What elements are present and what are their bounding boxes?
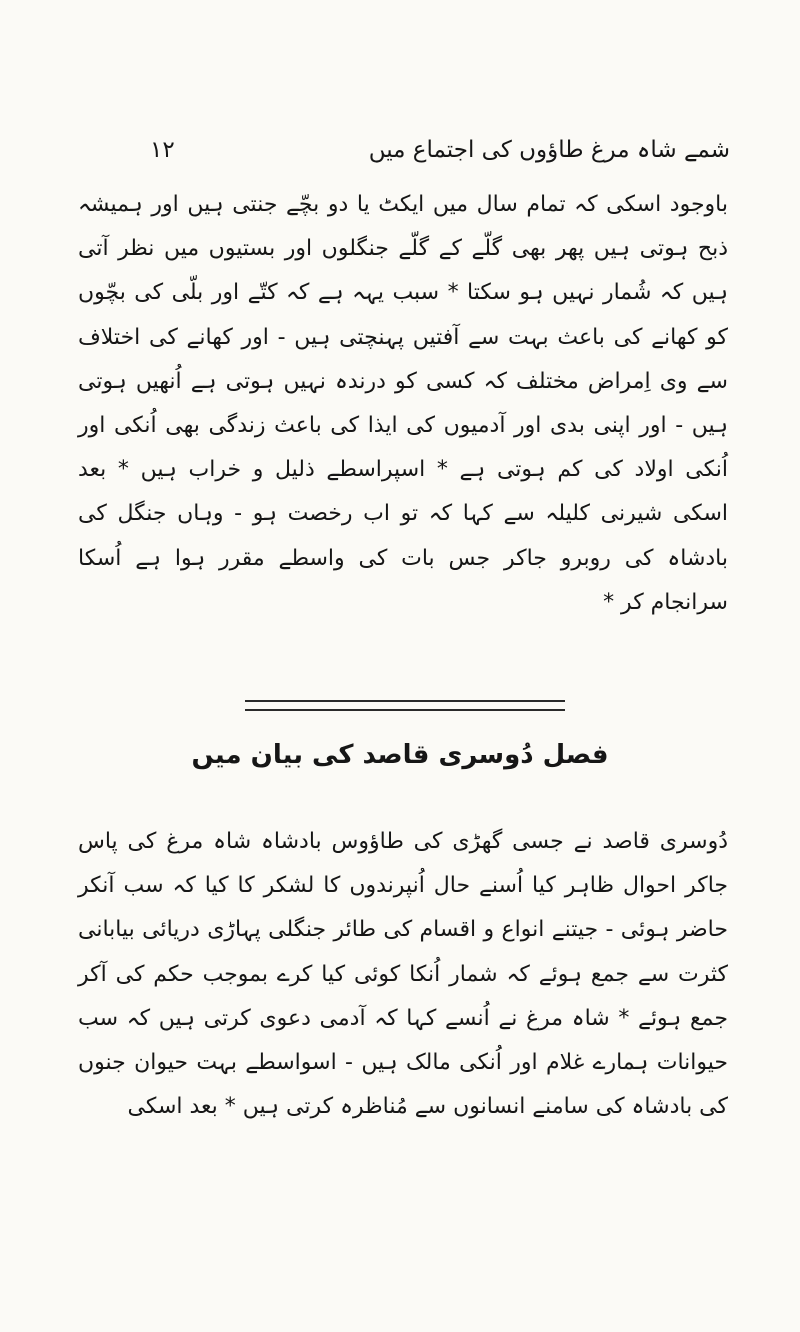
section-heading: فصل دُوسری قاصد کی بیان میں	[191, 740, 609, 770]
paragraph-1: باوجود اسکی کہ تمام سال میں ایکٹ یا دو بچّے جنتی ہیں اور ہمیشہ ذبح ہوتی ہیں پھر بھی گلّے کے گلّے جنگلوں اور بستیوں میں نظر آتی ہیں کہ شُمار نہیں ہو سکتا * سبب یہہ ہے کہ کتّے اور بلّی کی بچّوں کو کھانے کی باعث بہت سے آفتیں پہنچتی ہیں - اور کھانے کی اختلاف سے وی اِمراض مختلف کہ کسی کو درندہ نہیں ہوتی ہے اُنھیں ہوتی ہیں - اور اپنی بدی اور آدمیوں کی ایذا کی باعث زندگی بھی اُنکی اور اُنکی اولاد کی کم ہوتی ہے * اسپراسطے ذلیل و خراب ہیں * بعد اسکی شیرنی کلیلہ سے کہا کہ تو اب رخصت ہو - وہاں جنگل کی بادشاہ کی روبرو جاکر جس بات کی واسطے مقرر ہوا ہے اُسکا سرانجام کر *	[78, 192, 728, 615]
section-divider-top	[245, 700, 565, 702]
running-head: شمے شاہ مرغ طاؤوں کی اجتماع میں	[368, 137, 730, 163]
paragraph-2: دُوسری قاصد نے جسی گھڑی کی طاؤوس بادشاہ شاہ مرغ کی پاس جاکر احوال ظاہر کیا اُسنے حال اُنپرندوں کا لشکر کا کیا کہ سب آنکر حاضر ہوئی - جیتنے انواع و اقسام کی طائر جنگلی پہاڑی دریائی بیابانی کثرت سے جمع ہوئے کہ شمار اُنکا کوئی کیا کرے بموجب حکم کی آکر جمع ہوئے * شاہ مرغ نے اُنسے کہا کہ آدمی دعوی کرتی ہیں کہ سب حیوانات ہمارے غلام اور اُنکی مالک ہیں - اسواسطے بہت حیوان جنوں کی بادشاہ کی سامنے انسانوں سے مُناظرہ کرتی ہیں * بعد اسکی	[78, 829, 728, 1120]
page-number: ۱۲	[150, 137, 175, 163]
page-header	[150, 128, 730, 172]
section-divider-bottom	[245, 709, 565, 711]
